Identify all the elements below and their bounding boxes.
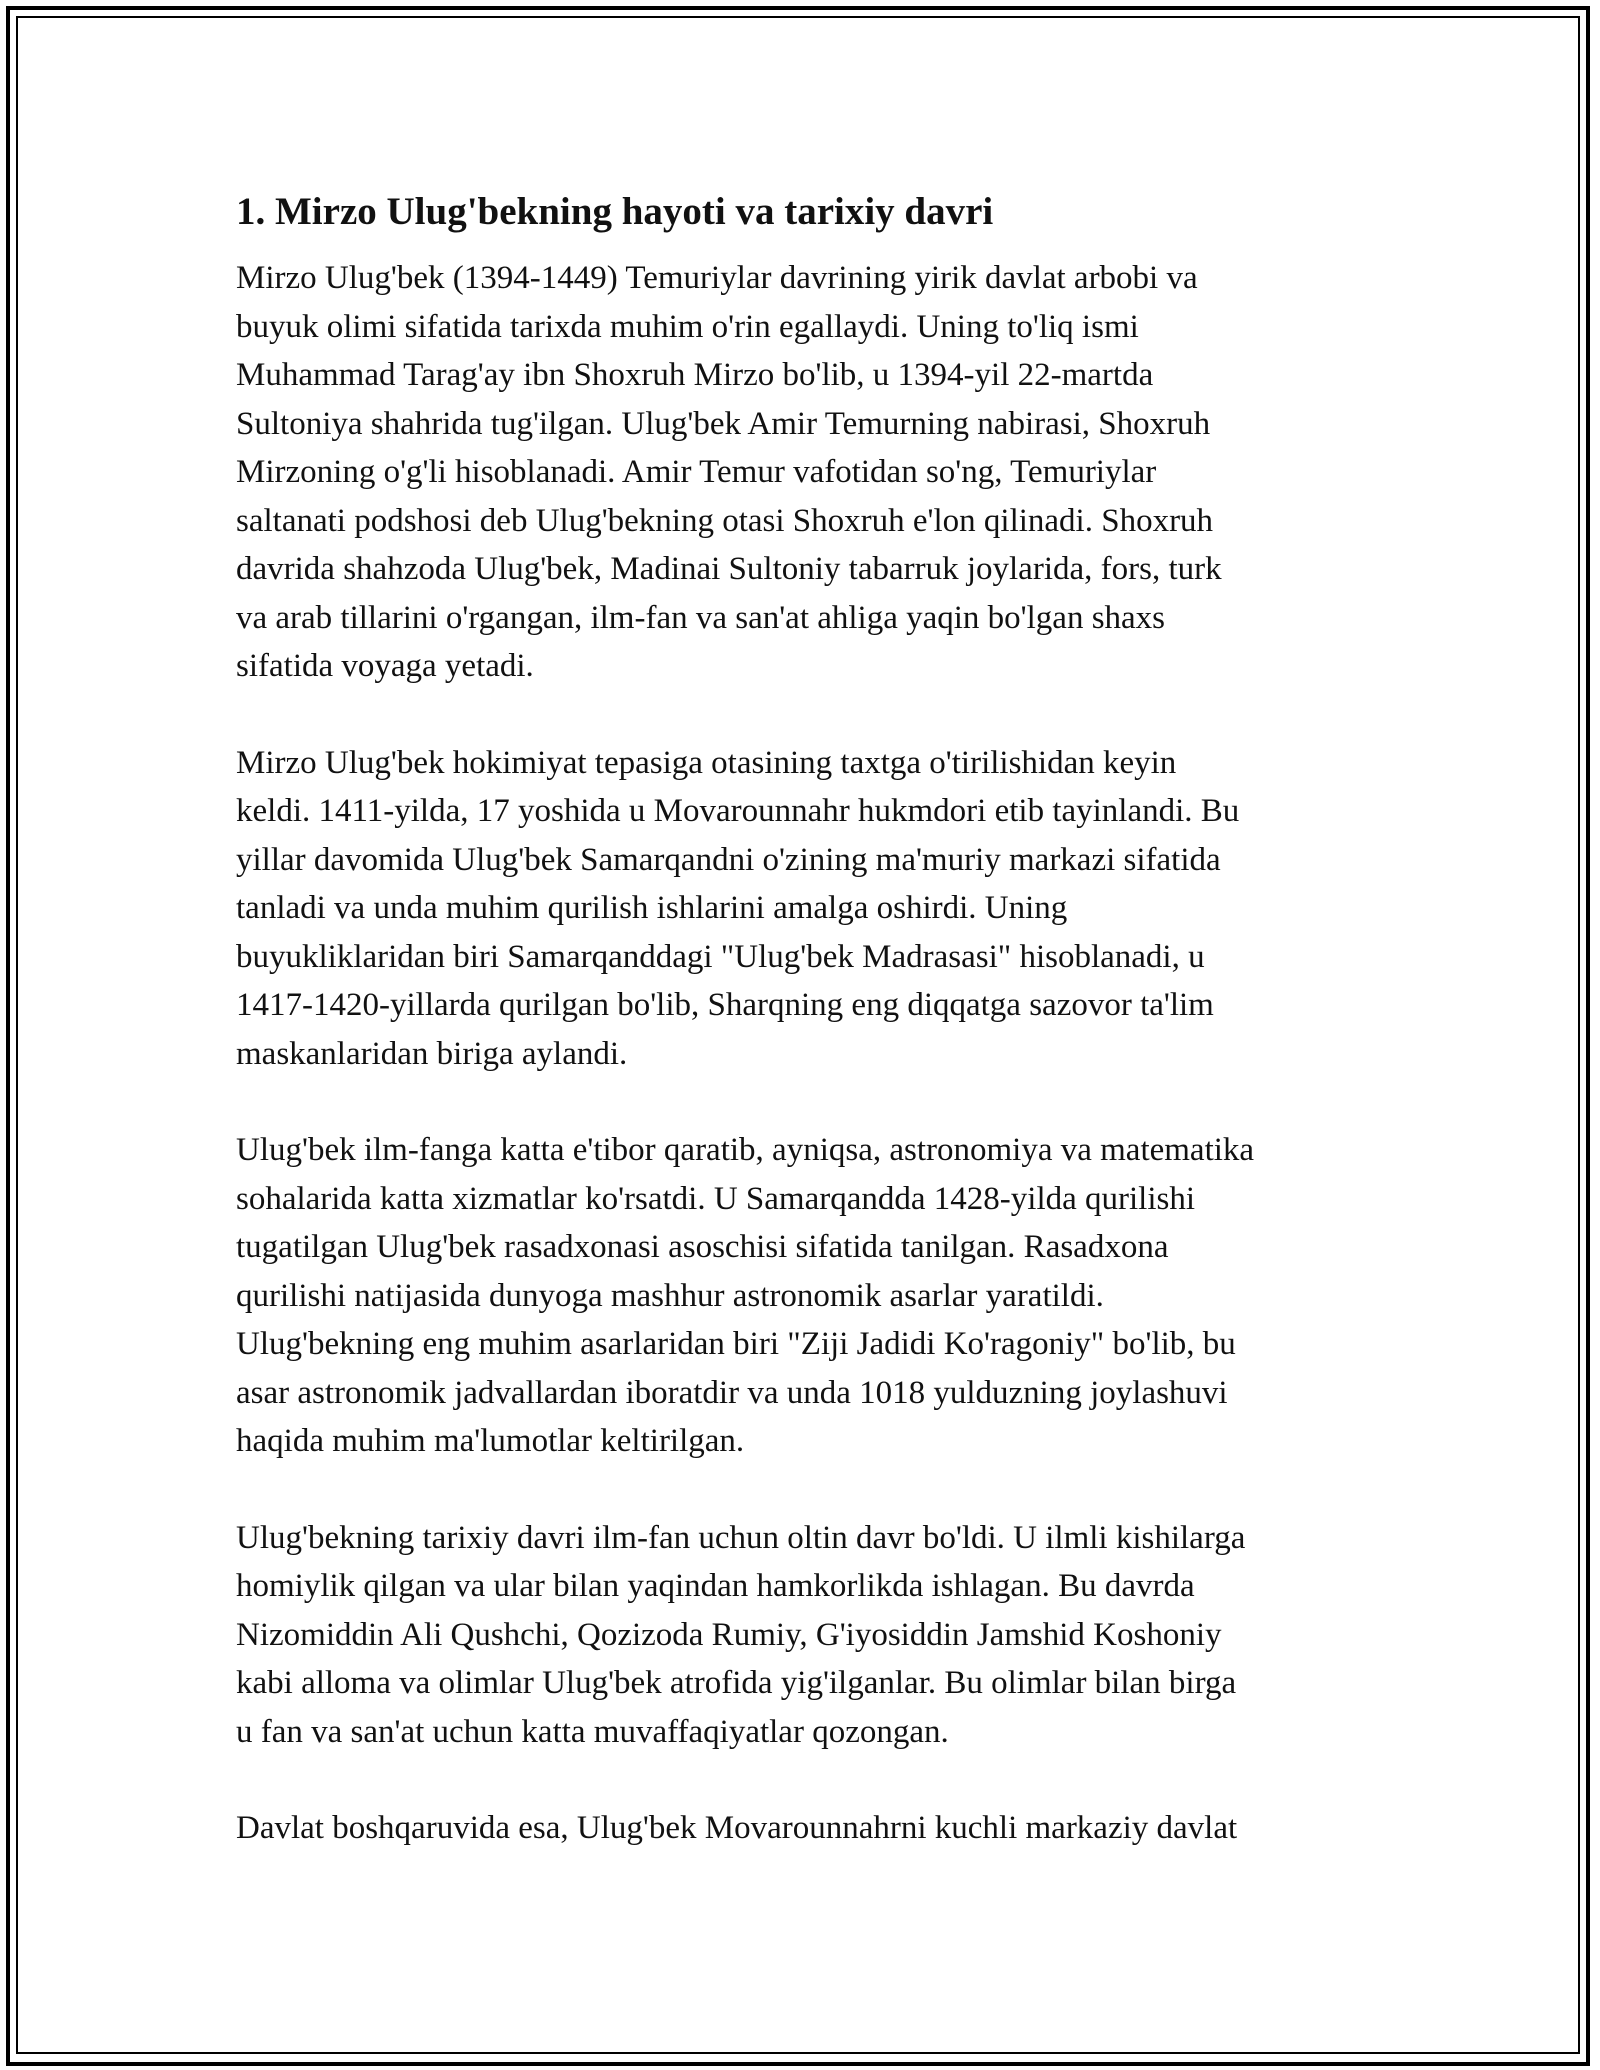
paragraph-line: Davlat boshqaruvida esa, Ulug'bek Movarounnahrni kuchli markaziy davlat (236, 1810, 1238, 1846)
paragraph-line: tanladi va unda muhim qurilish ishlarini amalga oshirdi. Uning (236, 890, 1068, 926)
paragraph (236, 1126, 1416, 1466)
paragraph-line: Muhammad Tarag'ay ibn Shoxruh Mirzo bo'lib, u 1394-yil 22-martda (236, 357, 1154, 393)
paragraph-line: 1417-1420-yillarda qurilgan bo'lib, Sharqning eng diqqatga sazovor ta'lim (236, 987, 1214, 1023)
paragraph-line: Ulug'bekning eng muhim asarlaridan biri "Ziji Jadidi Ko'ragoniy" bo'lib, bu (236, 1326, 1236, 1362)
paragraph (236, 739, 1416, 1079)
paragraph-line: maskanlaridan biriga aylandi. (236, 1035, 628, 1072)
paragraph (236, 254, 1416, 691)
paragraph-list (236, 254, 1416, 1853)
paragraph-line: sifatida voyaga yetadi. (236, 648, 534, 684)
paragraph (236, 1514, 1416, 1757)
paragraph-line: sohalarida katta xizmatlar ko'rsatdi. U Samarqandda 1428-yilda qurilishi (236, 1180, 1196, 1217)
paragraph-line: keldi. 1411-yilda, 17 yoshida u Movarounnahr hukmdori etib tayinlandi. Bu (236, 793, 1240, 829)
paragraph-line: kabi alloma va olimlar Ulug'bek atrofida yig'ilganlar. Bu olimlar bilan birga (236, 1665, 1237, 1701)
paragraph-line: davrida shahzoda Ulug'bek, Madinai Sultoniy tabarruk joylarida, fors, turk (236, 551, 1222, 587)
document-body (236, 186, 1416, 1901)
paragraph-line: Ulug'bek ilm-fanga katta e'tibor qaratib, ayniqsa, astronomiya va matematika (236, 1132, 1255, 1168)
paragraph-line: Mirzoning o'g'li hisoblanadi. Amir Temur vafotidan so'ng, Temuriylar (236, 454, 1157, 490)
paragraph-line: saltanati podshosi deb Ulug'bekning otasi Shoxruh e'lon qilinadi. Shoxruh (236, 502, 1214, 539)
paragraph-line: u fan va san'at uchun katta muvaffaqiyatlar qozongan. (236, 1713, 949, 1750)
paragraph-line: Nizomiddin Ali Qushchi, Qozizoda Rumiy, G'iyosiddin Jamshid Koshoniy (236, 1616, 1222, 1653)
paragraph-line: Mirzo Ulug'bek hokimiyat tepasiga otasining taxtga o'tirilishidan keyin (236, 744, 1177, 781)
paragraph-line: asar astronomik jadvallardan iboratdir va unda 1018 yulduzning joylashuvi (236, 1374, 1228, 1411)
paragraph-line: buyukliklaridan biri Samarqanddagi "Ulug'bek Madrasasi" hisoblanadi, u (236, 938, 1205, 975)
paragraph-line: Ulug'bekning tarixiy davri ilm-fan uchun oltin davr bo'ldi. U ilmli kishilarga (236, 1519, 1246, 1556)
paragraph-line: Sultoniya shahrida tug'ilgan. Ulug'bek Amir Temurning nabirasi, Shoxruh (236, 405, 1211, 442)
paragraph-line: buyuk olimi sifatida tarixda muhim o'rin egallaydi. Uning to'liq ismi (236, 308, 1139, 345)
paragraph (236, 1804, 1416, 1853)
section-heading: 1. Mirzo Ulug'bekning hayoti va tarixiy davri (236, 190, 994, 233)
paragraph-line: haqida muhim ma'lumotlar keltirilgan. (236, 1423, 745, 1459)
paragraph-line: va arab tillarini o'rgangan, ilm-fan va san'at ahliga yaqin bo'lgan shaxs (236, 599, 1166, 636)
paragraph-line: homiylik qilgan va ular bilan yaqindan hamkorlikda ishlagan. Bu davrda (236, 1568, 1195, 1604)
paragraph-line: qurilishi natijasida dunyoga mashhur astronomik asarlar yaratildi. (236, 1277, 1104, 1314)
paragraph-line: tugatilgan Ulug'bek rasadxonasi asoschisi sifatida tanilgan. Rasadxona (236, 1229, 1169, 1265)
paragraph-line: yillar davomida Ulug'bek Samarqandni o'zining ma'muriy markazi sifatida (236, 841, 1221, 878)
paragraph-line: Mirzo Ulug'bek (1394-1449) Temuriylar davrining yirik davlat arbobi va (236, 260, 1198, 296)
